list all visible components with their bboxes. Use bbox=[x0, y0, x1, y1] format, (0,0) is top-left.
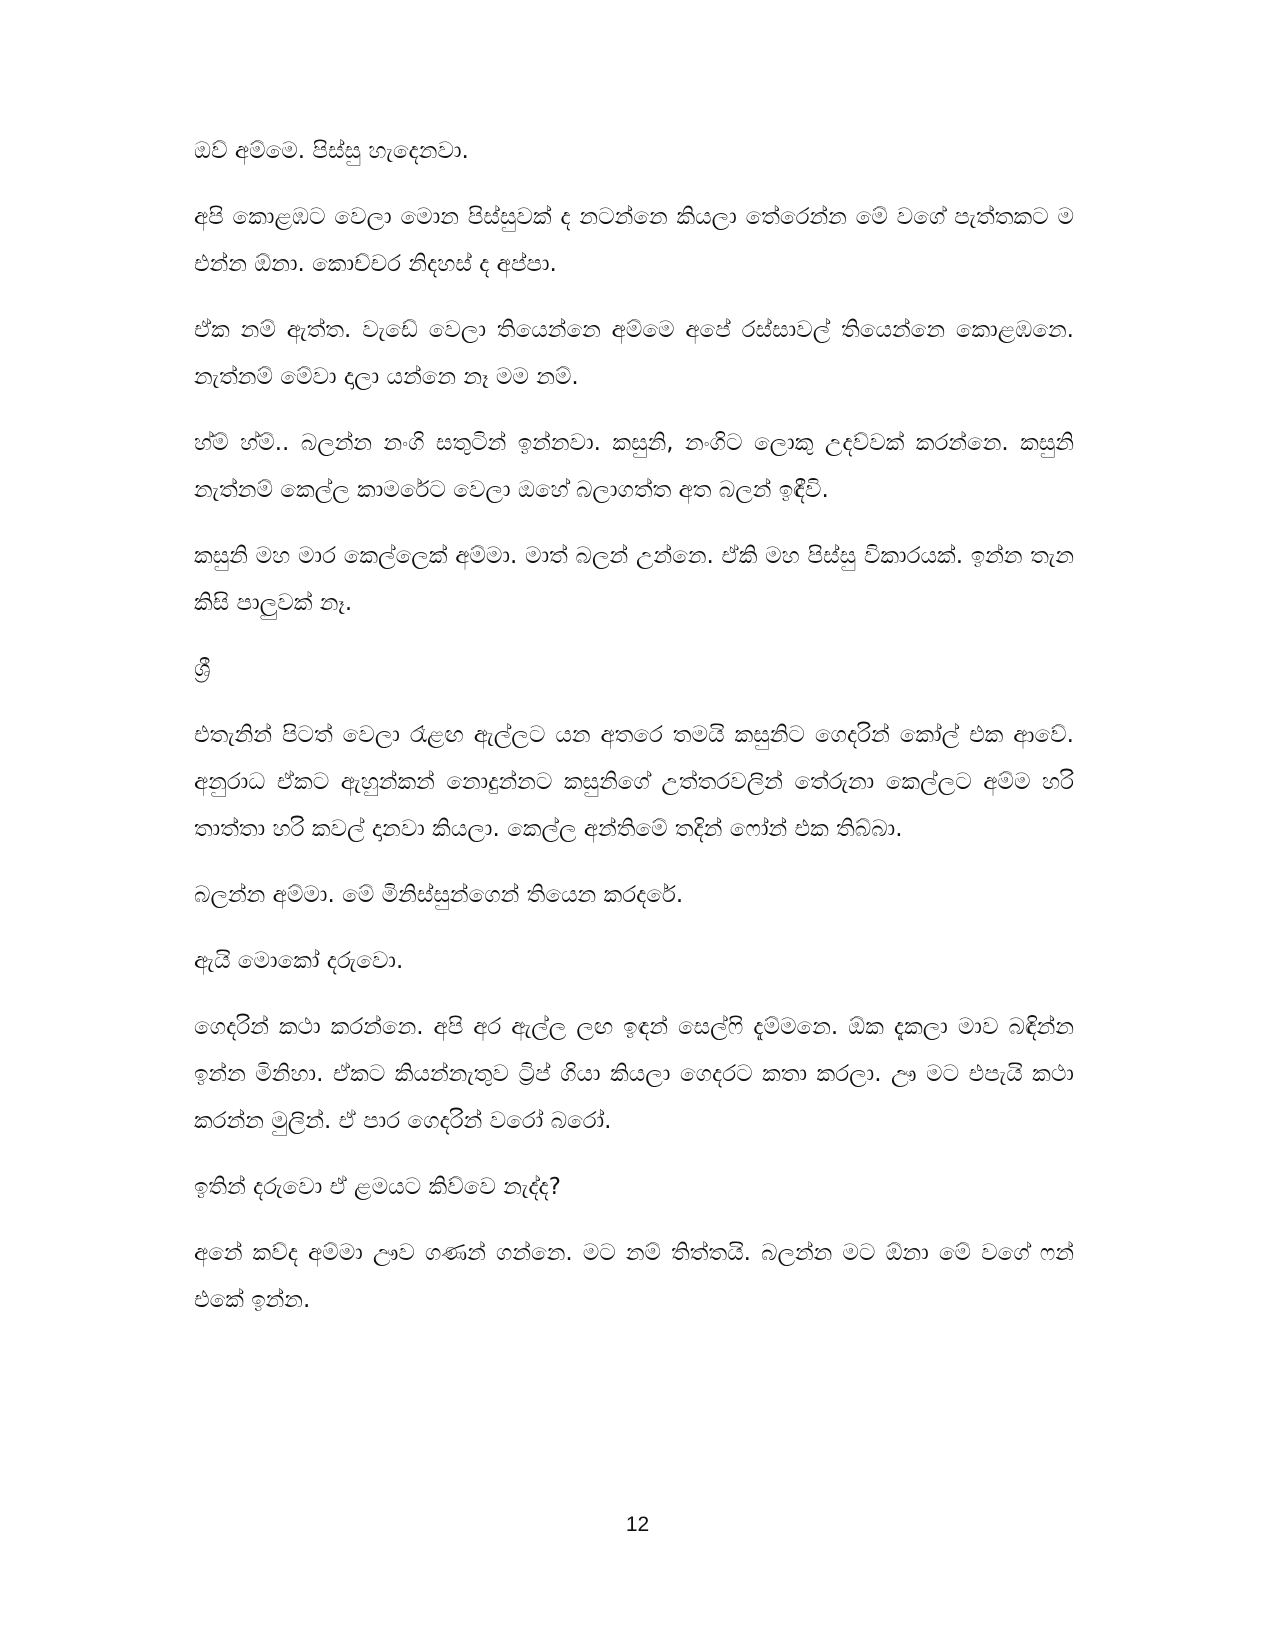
paragraph-11: අනේ කව්ද අම්මා ඌව ගණන් ගන්නෙ. මට නම් තිත්තයි. බලන්න මට ඕනා මේ වගේ ෆන් එකේ ඉන්න. bbox=[194, 1240, 1074, 1313]
paragraph-10: ඉතින් දරුවො ඒ ළමයට කිව්වෙ නැද්ද? bbox=[194, 1174, 561, 1200]
page-body bbox=[194, 128, 1074, 1343]
paragraph-6: එතැනින් පිටත් වෙලා රෑළඟ ඇල්ලට යන අතරෙ තමයි කසුනිට ගෙදරින් කෝල් එක ආවේ. අනුරාධ ඒකට ඇහුන්කන් නොදුන්නට කසුනිගේ උත්තරවලින් තේරුනා කෙල්ලට අම්ම හරි තාත්තා හරි කවල් දානවා කියලා. කෙල්ල අන්තිමේ තදින් ෆෝන් එක තිබ්බා. bbox=[194, 722, 1074, 842]
paragraph-7: බලන්න අම්මා. මේ මිනිස්සුන්ගෙන් තියෙන කරදරේ. bbox=[194, 882, 684, 908]
paragraph-9: ගෙදරින් කථා කරන්නෙ. අපි අර ඇල්ල ලඟ ඉඳන් සෙල්ෆි දැම්මනෙ. ඕක දැකලා මාව බඳින්න ඉන්න මිනිහා. ඒකට කියන්නැතුව ට්‍රිප් ගියා කියලා ගෙදරට කතා කරලා. ඌ මට එපැයි කථා කරන්න මුලින්. ඒ පාර ගෙදරින් වරෝ බරෝ. bbox=[194, 1014, 1074, 1134]
paragraph-1: ඔව් අම්මෙ. පිස්සු හැදෙනවා. bbox=[194, 138, 469, 164]
section-separator: ශ්‍රී bbox=[194, 656, 211, 682]
paragraph-5: කසුනි මහ මාර කෙල්ලෙක් අම්මා. මාත් බලන් උන්නෙ. ඒකි මහ පිස්සු විකාරයක්. ඉන්න තැන කිසි පාලුවක් නෑ. bbox=[194, 543, 1074, 616]
paragraph-2: අපි කොළඹට වෙලා මොන පිස්සුවක් ද නටන්නෙ කියලා තේරෙන්න මේ වගේ පැත්තකට ම එන්න ඕනා. කොච්චර නිදහස් ද අප්පා. bbox=[194, 204, 1074, 277]
paragraph-8: ඇයි මොකෝ දරුවො. bbox=[194, 948, 404, 974]
paragraph-3: ඒක නම් ඇත්ත. වැඩේ වෙලා තියෙන්නෙ අම්මෙ අපේ රස්සාවල් තියෙන්නෙ කොළඹනෙ. නැත්නම් මේවා දාලා යන්නෙ නෑ මම නම්. bbox=[194, 317, 1074, 390]
paragraph-4: හ්ම් හ්ම්.. බලන්න නංගි සතුටින් ඉන්නවා. කසුනි, නංගිට ලොකු උදව්වක් කරන්නෙ. කසුනි නැත්නම් කෙල්ල කාමරේට වෙලා ඔහේ බලාගත්ත අත බලන් ඉඳීවි. bbox=[194, 430, 1074, 503]
page-number: 12 bbox=[625, 1513, 650, 1536]
